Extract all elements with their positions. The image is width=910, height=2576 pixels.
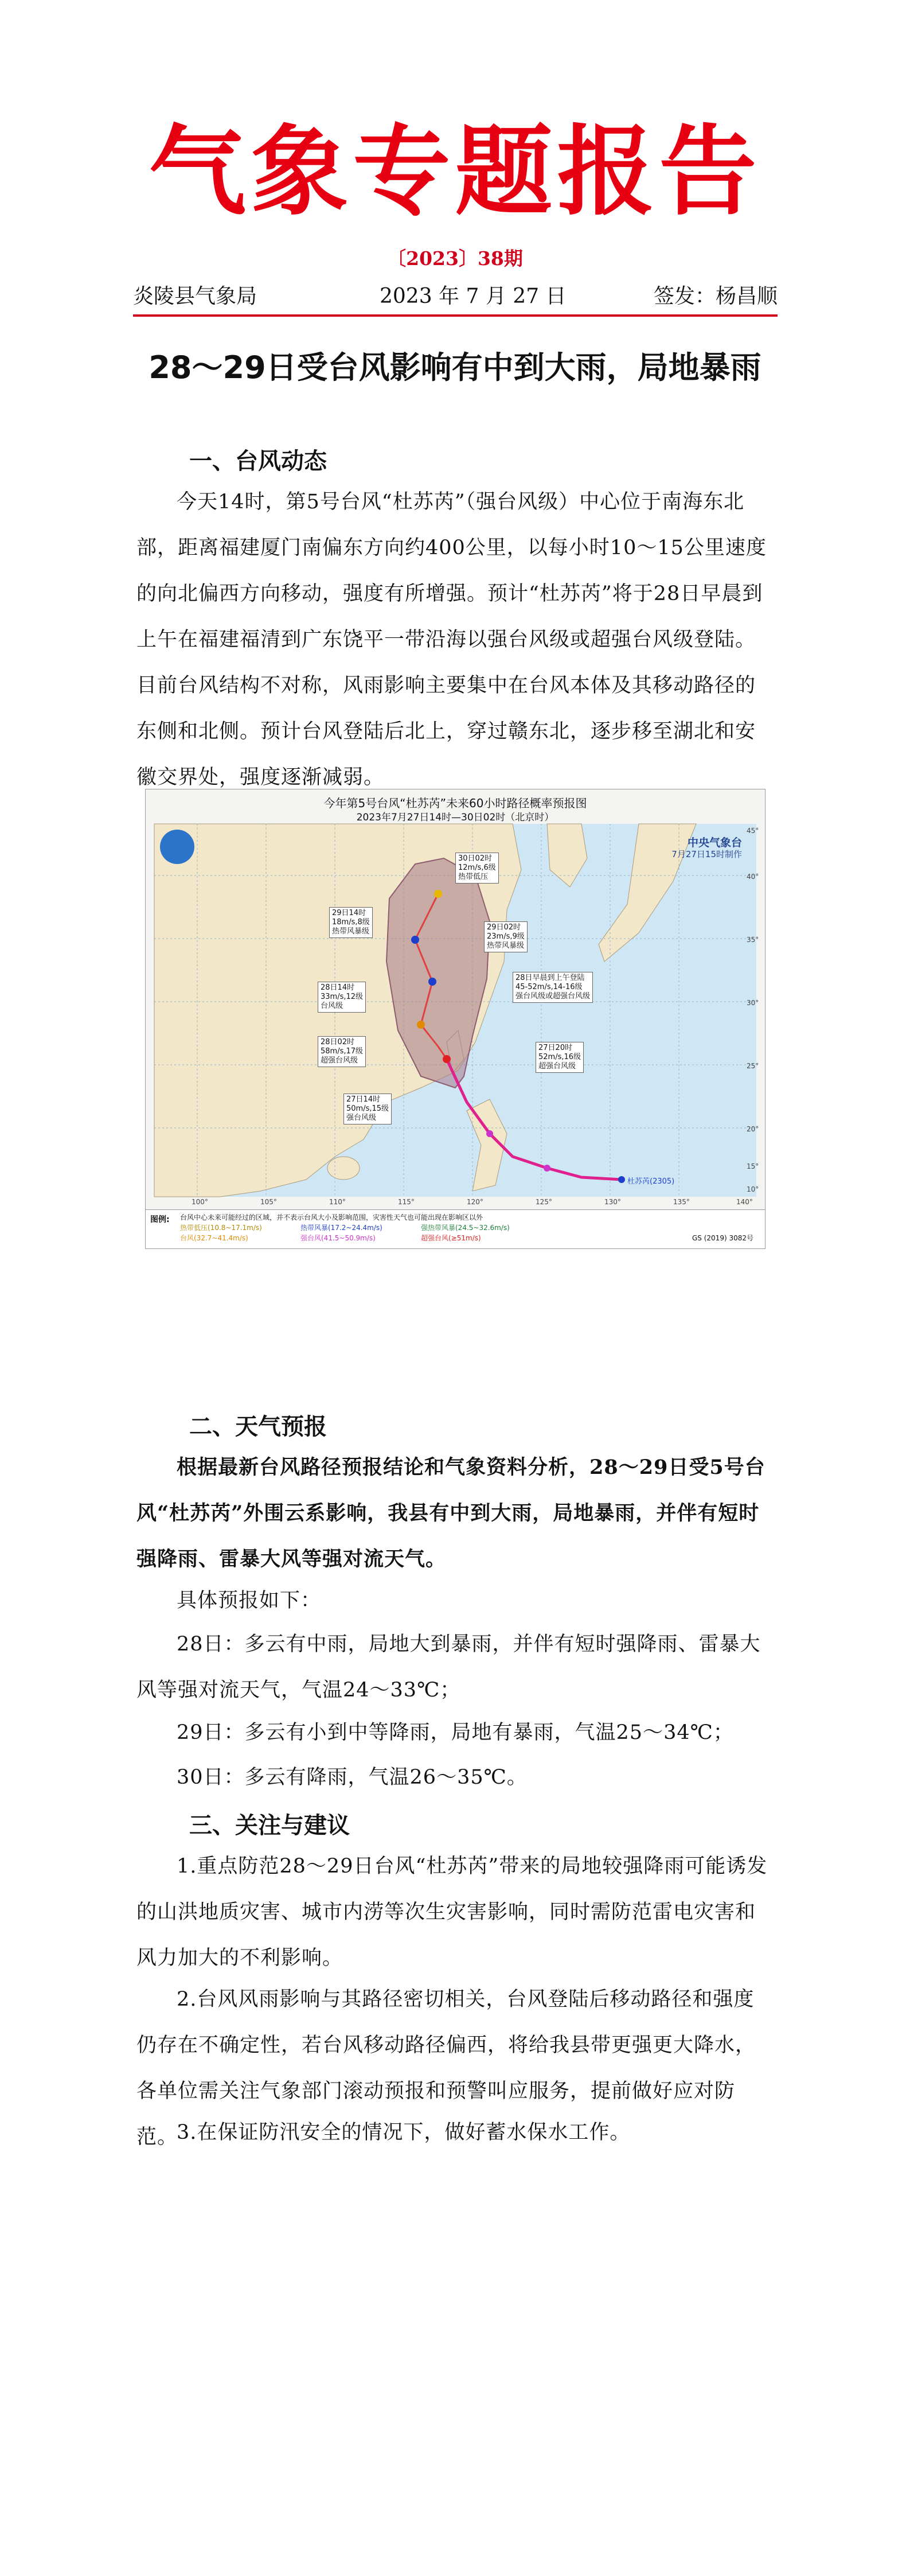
past-point [544, 1165, 550, 1172]
issuing-agency: 炎陵县气象局 [133, 285, 257, 308]
advice-item-2: 2.台风风雨影响与其路径密切相关，台风登陆后移动路径和强度仍存在不确定性，若台风移动路径偏西，将给我县带更强更大降水，各单位需关注气象部门滚动预报和预警叫应服务，提前做好应对防范。 [136, 1988, 756, 2149]
report-headline: 28～29日受台风影响有中到大雨，局地暴雨 [149, 349, 761, 386]
point-27-14 [486, 1130, 493, 1137]
cma-logo-icon [160, 830, 194, 864]
forecast-intro: 具体预报如下： [177, 1589, 322, 1612]
track-label-30-02: 30日02时 12m/s,6级 热带低压 [455, 853, 499, 884]
map-legend: 图例: 台风中心未来可能经过的区域，并不表示台风大小及影响范围，灾害性天气也可能出现在影响区以外 热带低压(10.8~17.1m/s) 热带风暴(17.2~24.4m/s) 强热带风暴(24.5~32.6m/s) 台风(32.7~41.4m/s) 强台风(41.5~50.9m/s) 超强台风(≥51m/s) GS (2019) 3082号 [146, 1209, 765, 1249]
typhoon-track-map [145, 789, 766, 1249]
signer: 签发：杨昌顺 [653, 285, 778, 308]
point-29-02 [428, 978, 436, 986]
forecast-day-28: 28日：多云有中雨，局地大到暴雨，并伴有短时强降雨、雷暴大风等强对流天气，气温24～33℃； [136, 1633, 761, 1702]
hainan-area [327, 1157, 360, 1180]
advice-item-3: 3.在保证防汛安全的情况下，做好蓄水保水工作。 [177, 2121, 631, 2144]
section-heading-forecast: 二、天气预报 [189, 1414, 327, 1440]
start-point [618, 1176, 625, 1183]
track-label-29-14: 29日14时 18m/s,8级 热带风暴级 [329, 907, 373, 938]
forecast-summary: 根据最新台风路径预报结论和气象资料分析，28～29日受5号台风“杜苏芮”外围云系影响，我县有中到大雨，局地暴雨，并伴有短时强降雨、雷暴大风等强对流天气。 [136, 1456, 766, 1571]
issue-number: 〔2023〕38期 [387, 247, 523, 270]
track-label-28-02: 28日02时 58m/s,17级 超强台风级 [318, 1036, 366, 1067]
map-title: 今年第5号台风“杜苏芮”未来60小时路径概率预报图 [323, 796, 587, 810]
track-label-27-14: 27日14时 50m/s,15级 强台风级 [343, 1094, 392, 1124]
map-subtitle: 2023年7月27日14时—30日02时（北京时） [356, 812, 554, 823]
longitude-ticks: 100° 105° 110° 115° 120° 125° 130° 135° 140° [192, 1198, 753, 1206]
latitude-ticks: 45° 40° 35° 30° 25° 20° 15° 10° [747, 827, 759, 1193]
issue-date: 2023 年 7 月 27 日 [380, 285, 567, 308]
track-label-27-20: 27日20时 52m/s,16级 超强台风级 [536, 1042, 584, 1073]
track-label-29-02: 29日02时 23m/s,9级 热带风暴级 [484, 921, 528, 952]
section-heading-typhoon: 一、台风动态 [189, 448, 327, 474]
header-divider [133, 314, 778, 317]
forecast-day-29: 29日：多云有小到中等降雨，局地有暴雨，气温25～34℃； [177, 1721, 734, 1744]
typhoon-dynamics-paragraph: 今天14时，第5号台风“杜苏芮”（强台风级）中心位于南海东北部，距离福建厦门南偏东方向约400公里，以每小时10～15公里速度的向北偏西方向移动，强度有所增强。预计“杜苏芮”将于28日早晨到上午在福建福清到广东饶平一带沿海以强台风级或超强台风级登陆。目前台风结构不对称，风雨影响主要集中在台风本体及其移动路径的东侧和北侧。预计台风登陆后北上，穿过赣东北，逐步移至湖北和安徽交界处，强度逐渐减弱。 [136, 491, 767, 789]
section-heading-advice: 三、关注与建议 [189, 1812, 350, 1839]
point-28-02 [443, 1055, 451, 1063]
map-issued: 7月27日15时制作 [671, 849, 742, 859]
advice-item-1: 1.重点防范28～29日台风“杜苏芮”带来的局地较强降雨可能诱发的山洪地质灾害、城市内涝等次生灾害影响，同时需防范雷电灾害和风力加大的不利影响。 [136, 1855, 768, 1970]
point-30-02 [434, 890, 442, 898]
storm-name-label: 杜苏芮(2305) [627, 1177, 675, 1186]
point-28-14 [417, 1021, 425, 1029]
report-meta [133, 280, 778, 309]
track-label-28-14: 28日14时 33m/s,12级 台风级 [318, 982, 366, 1013]
map-agency: 中央气象台 [687, 836, 742, 849]
track-label-landfall: 28日早晨到上午登陆 45-52m/s,14-16级 强台风级或超强台风级 [513, 972, 593, 1003]
point-29-14 [411, 936, 419, 944]
report-masthead: 气象专题报告 [149, 115, 761, 229]
forecast-day-30: 30日：多云有降雨，气温26～35℃。 [177, 1766, 528, 1789]
